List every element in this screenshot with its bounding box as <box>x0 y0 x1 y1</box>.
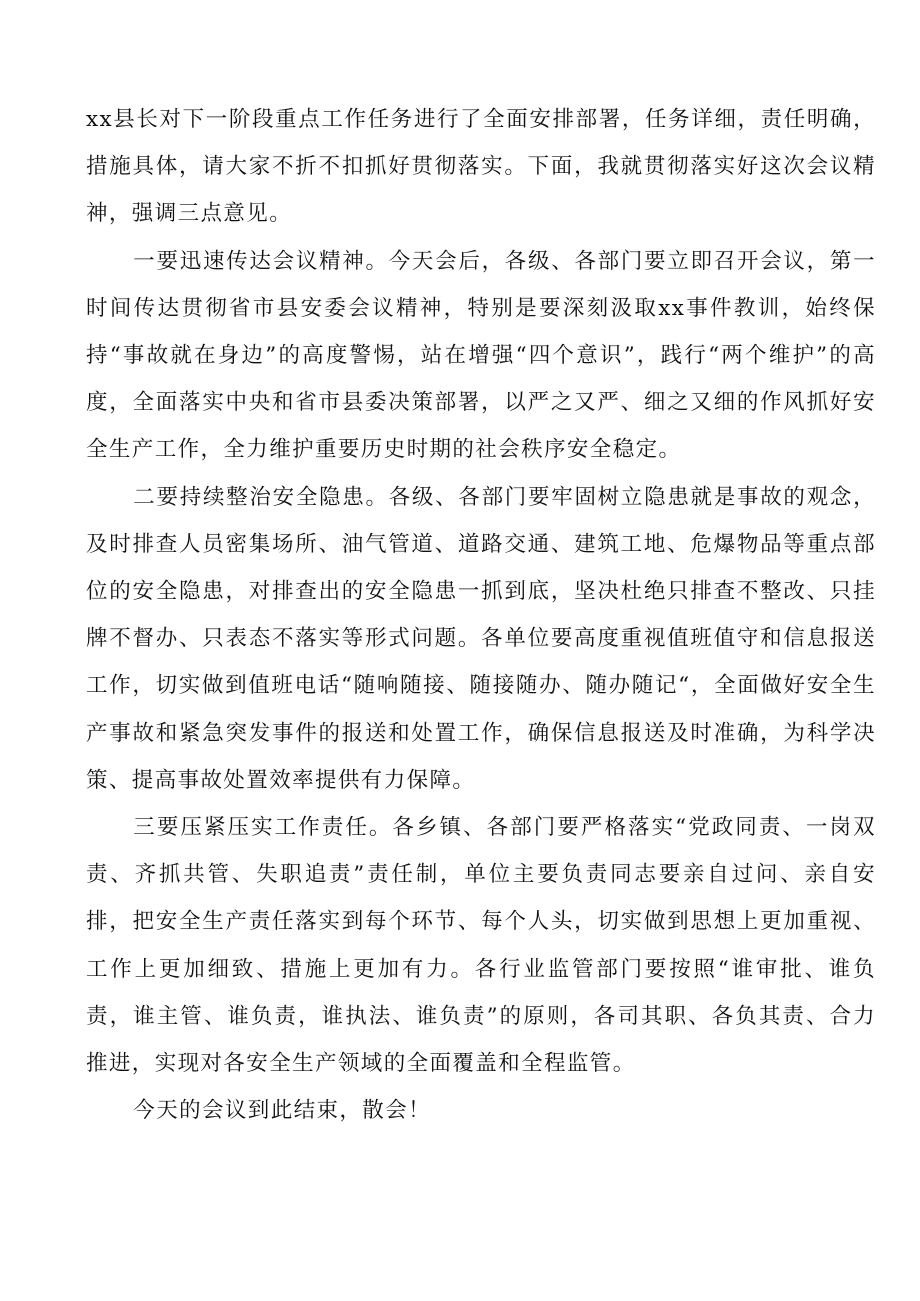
paragraph-closing: 今天的会议到此结束，散会！ <box>133 1098 431 1124</box>
paragraph-point-one: 一要迅速传达会议精神。今天会后，各级、各部门要立即召开会议，第一时间传达贯彻省市县安委会议精神，特别是要深刻汲取xx事件教训，始终保持“事故就在身边”的高度警惕，站在增强“四个意识”，践行“两个维护”的高度，全面落实中央和省市县委决策部署，以严之又严、细之又细的作风抓好安全生产工作，全力维护重要历史时期的社会秩序安全稳定。 <box>86 248 876 463</box>
paragraph-intro: xx县长对下一阶段重点工作任务进行了全面安排部署，任务详细，责任明确，措施具体，请大家不折不扣抓好贯彻落实。下面，我就贯彻落实好这次会议精神，强调三点意见。 <box>86 107 876 227</box>
paragraph-point-two: 二要持续整治安全隐患。各级、各部门要牢固树立隐患就是事故的观念，及时排查人员密集场所、油气管道、道路交通、建筑工地、危爆物品等重点部位的安全隐患，对排查出的安全隐患一抓到底，坚决杜绝只排查不整改、只挂牌不督办、只表态不落实等形式问题。各单位要高度重视值班值守和信息报送工作，切实做到值班电话“随响随接、随接随办、随办随记“，全面做好安全生产事故和紧急突发事件的报送和处置工作，确保信息报送及时准确，为科学决策、提高事故处置效率提供有力保障。 <box>86 484 876 793</box>
document-body <box>86 96 876 1134</box>
paragraph-point-three: 三要压紧压实工作责任。各乡镇、各部门要严格落实“党政同责、一岗双责、齐抓共管、失职追责”责任制，单位主要负责同志要亲自过问、亲自安排，把安全生产责任落实到每个环节、每个人头，切实做到思想上更加重视、工作上更加细致、措施上更加有力。各行业监管部门要按照“谁审批、谁负责，谁主管、谁负责，谁执法、谁负责”的原则，各司其职、各负其责、合力推进，实现对各安全生产领域的全面覆盖和全程监管。 <box>86 815 876 1077</box>
